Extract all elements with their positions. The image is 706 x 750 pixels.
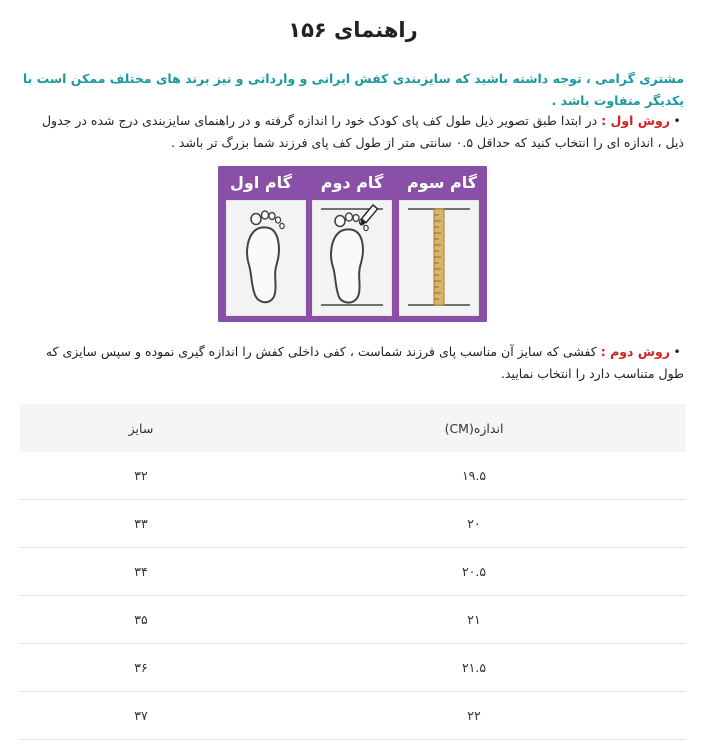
cell-size: ۳۳ <box>20 500 262 548</box>
footprint-icon <box>226 200 306 316</box>
method-one <box>20 110 684 154</box>
footprint-pencil-icon <box>312 200 392 316</box>
page-title: راهنمای ۱۵۶ <box>288 18 418 42</box>
cell-size: ۳۲ <box>20 452 262 500</box>
cell-length: ۲۰ <box>262 500 686 548</box>
cell-length: ۲۱.۵ <box>262 644 686 692</box>
cell-size: ۳۴ <box>20 548 262 596</box>
cell-length: ۲۲ <box>262 692 686 740</box>
table-row <box>20 452 686 500</box>
cell-size: ۳۷ <box>20 692 262 740</box>
step-one-label: گام اول <box>230 173 292 192</box>
table-row <box>20 548 686 596</box>
step-three-label: گام سوم <box>406 173 478 192</box>
measurement-guide-image <box>218 166 487 322</box>
header-size: سایز <box>20 404 262 452</box>
method-two-text: کفشی که سایز آن مناسب پای فرزند شماست ، کفی داخلی کفش را اندازه گیری نموده و سپس سایزی که طول متناسب دارد را انتخاب نمایید. <box>45 344 684 381</box>
table-row <box>20 644 686 692</box>
ruler-icon <box>399 200 479 316</box>
step-two-label: گام دوم <box>320 173 384 192</box>
method-two <box>20 341 684 385</box>
table-row <box>20 596 686 644</box>
bullet-icon: • <box>673 113 681 128</box>
notice-text: مشتری گرامی ، توجه داشته باشید که سایزبندی کفش ایرانی و وارداتی و نیز برند های مختلف ممکن است با یکدیگر متفاوت باشد . <box>22 71 684 108</box>
method-two-label: روش دوم : <box>600 344 670 359</box>
table-row <box>20 692 686 740</box>
header-length: اندازه(CM) <box>262 404 686 452</box>
cell-size: ۳۶ <box>20 644 262 692</box>
cell-length: ۲۰.۵ <box>262 548 686 596</box>
cell-length: ۱۹.۵ <box>262 452 686 500</box>
method-one-label: روش اول : <box>601 113 670 128</box>
size-table <box>20 404 686 740</box>
bullet-icon: • <box>673 344 681 359</box>
cell-length: ۲۱ <box>262 596 686 644</box>
cell-size: ۳۵ <box>20 596 262 644</box>
table-row <box>20 500 686 548</box>
method-one-text: در ابتدا طبق تصویر ذیل طول کف پای کودک خود را اندازه گرفته و در راهنمای سایزبندی درج شده در جدول ذیل ، اندازه ای را انتخاب کنید که حداقل ۰.۵ سانتی متر از طول کف پای فرزند شما بزرگ تر باشد . <box>41 113 684 150</box>
table-header-row <box>20 404 686 452</box>
